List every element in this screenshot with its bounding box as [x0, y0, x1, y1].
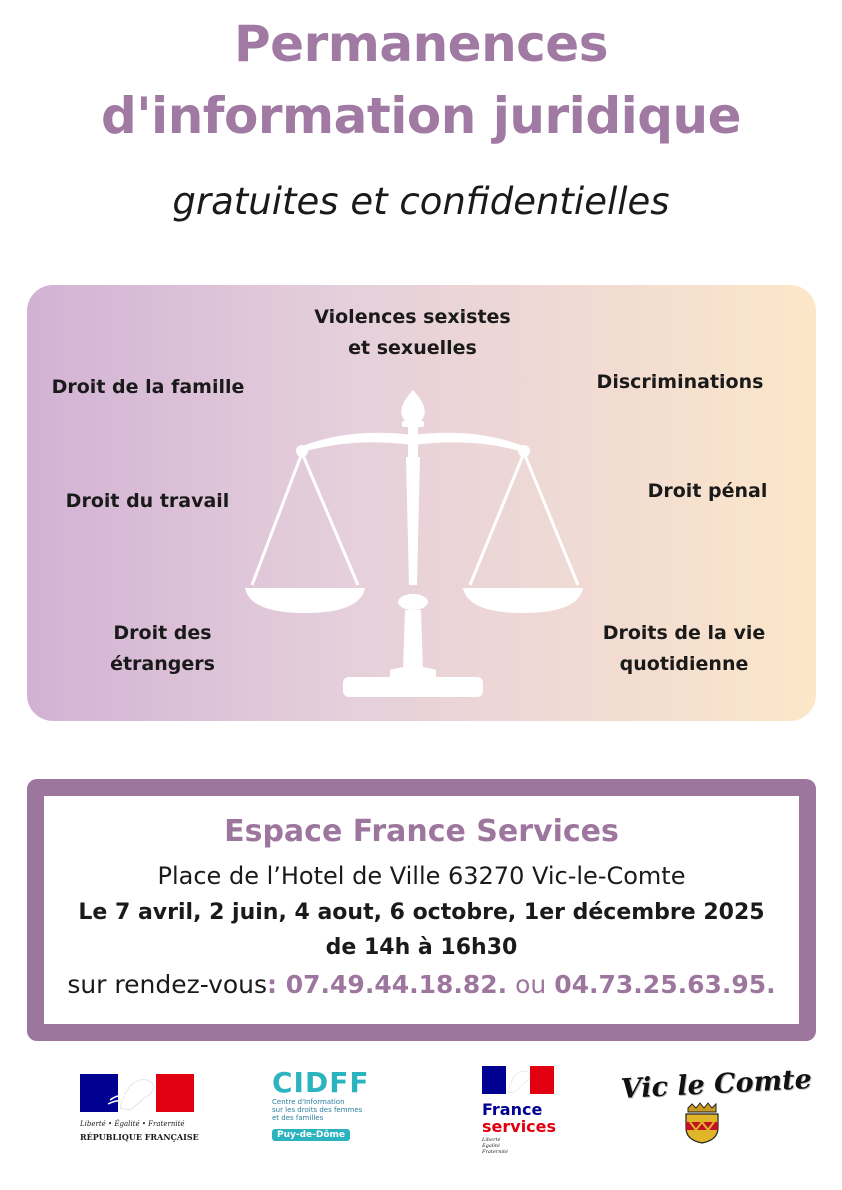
france-services-motto-line-3: Fraternité [482, 1149, 508, 1155]
france-services-motto-line-1: Liberté [482, 1137, 501, 1143]
cidff-description [272, 1098, 400, 1122]
france-services-line-1: France [482, 1100, 543, 1119]
vic-le-comte-logo [620, 1063, 813, 1146]
appointment-label: sur rendez-vous [67, 970, 268, 999]
cidff-description-line-2: sur les droits des femmes [272, 1106, 363, 1114]
cidff-region-badge: Puy-de-Dôme [272, 1129, 350, 1141]
cidff-logo [272, 1068, 400, 1148]
cidff-description-line-1: Centre d'Information [272, 1098, 345, 1106]
venue-name: Espace France Services [224, 814, 619, 849]
republique-name: RÉPUBLIQUE FRANÇAISE [80, 1132, 199, 1142]
topic-vie-quotidienne-line-1: Droits de la vie [602, 622, 766, 644]
vic-le-comte-wordmark: Vic le Comte [620, 1063, 813, 1105]
session-hours: de 14h à 16h30 [325, 935, 518, 960]
france-services-motto-line-2: Égalité [482, 1143, 500, 1149]
appointment-line [44, 970, 799, 999]
marianne-logo-icon [80, 1074, 194, 1112]
topic-violences-line-2: et sexuelles [348, 337, 477, 359]
france-services-line-2: services [482, 1117, 557, 1136]
info-box [27, 779, 816, 1041]
page-title-line-1: Permanences [234, 15, 608, 73]
topic-famille: Droit de la famille [51, 376, 245, 398]
topic-violences-line-1: Violences sexistes [314, 306, 511, 328]
cidff-wordmark: CIDFF [272, 1066, 370, 1099]
topic-discriminations: Discriminations [596, 371, 764, 393]
scales-of-justice-icon [230, 385, 600, 705]
or-word: ou [515, 970, 547, 999]
topic-vie-quotidienne [584, 618, 784, 680]
cidff-description-line-3: et des familles [272, 1114, 324, 1122]
republique-motto: Liberté • Égalité • Fraternité [80, 1120, 185, 1128]
venue-address: Place de l’Hotel de Ville 63270 Vic-le-Comte [157, 862, 686, 890]
topic-etrangers-line-2: étrangers [110, 653, 215, 675]
topic-penal: Droit pénal [647, 480, 768, 502]
france-services-motto [482, 1137, 562, 1155]
marianne-logo-icon [482, 1066, 554, 1094]
session-dates: Le 7 avril, 2 juin, 4 aout, 6 octobre, 1er décembre 2025 [78, 900, 765, 925]
republique-francaise-logo [80, 1074, 198, 1146]
topic-vie-quotidienne-line-2: quotidienne [619, 653, 749, 675]
phone-number-2[interactable]: 04.73.25.63.95. [554, 970, 776, 999]
phone-number-1[interactable]: : 07.49.44.18.82. [267, 970, 508, 999]
topic-etrangers [80, 618, 245, 680]
france-services-logo [482, 1066, 562, 1156]
page-title-line-2: d'information juridique [100, 87, 742, 145]
coat-of-arms-icon [682, 1102, 722, 1144]
topic-etrangers-line-1: Droit des [113, 622, 212, 644]
topic-violences [290, 302, 535, 364]
topic-travail: Droit du travail [65, 490, 230, 512]
page-subtitle: gratuites et confidentielles [172, 180, 670, 223]
